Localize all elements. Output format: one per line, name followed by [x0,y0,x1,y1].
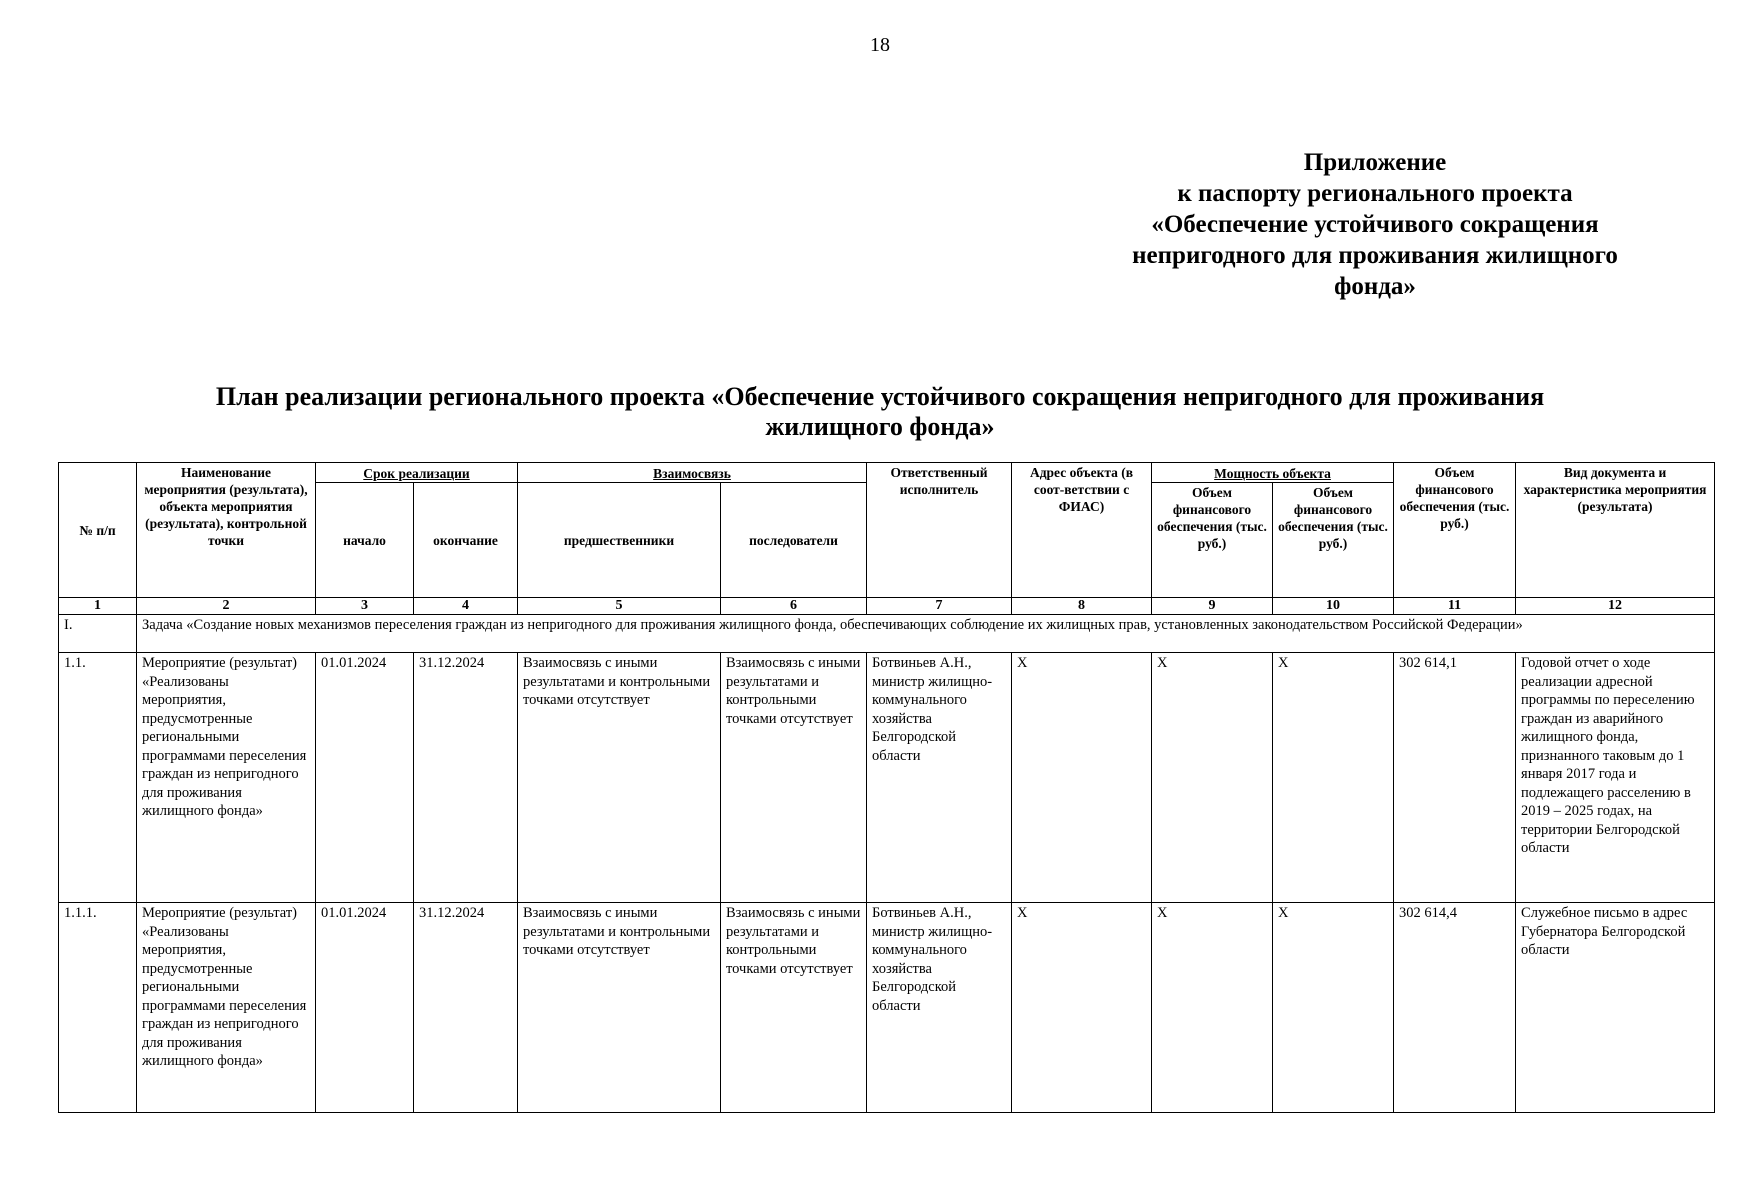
task-num: I. [59,615,137,653]
header-capacity-label: Мощность объекта [1214,466,1331,481]
row-fin1: X [1152,653,1273,903]
column-number: 12 [1516,598,1715,615]
header-capacity [1152,463,1394,483]
column-number: 5 [518,598,721,615]
header-doc: Вид документа и характеристика мероприятия (результата) [1516,463,1715,598]
row-start: 01.01.2024 [316,653,414,903]
row-predecessors: Взаимосвязь с иными результатами и контрольными точками отсутствует [518,653,721,903]
row-doc: Годовой отчет о ходе реализации адресной программы по переселению граждан из аварийного жилищного фонда, признанного таковым до 1 января 2017 года и подлежащего расселению в 2019 – 2025 годах, на территории Белгородской области [1516,653,1715,903]
row-responsible: Ботвиньев А.Н., министр жилищно-коммунального хозяйства Белгородской области [867,903,1012,1113]
header-successors: последователи [721,483,867,598]
page-number: 18 [870,34,890,56]
header-num: № п/п [59,463,137,598]
row-doc: Служебное письмо в адрес Губернатора Белгородской области [1516,903,1715,1113]
column-number: 2 [137,598,316,615]
row-fin2: X [1273,903,1394,1113]
plan-title [80,382,1680,442]
appendix-line: непригодного для проживания жилищного [1132,242,1618,269]
header-fin2: Объем финансового обеспечения (тыс. руб.) [1273,483,1394,598]
column-number: 8 [1012,598,1152,615]
task-row [59,615,1715,653]
header-fin1: Объем финансового обеспечения (тыс. руб.) [1152,483,1273,598]
row-successors: Взаимосвязь с иными результатами и контрольными точками отсутствует [721,653,867,903]
row-name: Мероприятие (результат) «Реализованы мероприятия, предусмотренные региональными программами переселения граждан из непригодного для проживания жилищного фонда» [137,653,316,903]
appendix-line: «Обеспечение устойчивого сокращения [1151,211,1599,238]
header-link [518,463,867,483]
row-address: X [1012,903,1152,1113]
row-address: X [1012,653,1152,903]
table-row [59,653,1715,903]
row-num: 1.1.1. [59,903,137,1113]
appendix-line: к паспорту регионального проекта [1177,180,1573,207]
appendix-line: фонда» [1334,273,1416,300]
header-term-label: Срок реализации [363,466,470,481]
row-predecessors: Взаимосвязь с иными результатами и контрольными точками отсутствует [518,903,721,1113]
column-number: 1 [59,598,137,615]
row-successors: Взаимосвязь с иными результатами и контрольными точками отсутствует [721,903,867,1113]
row-volume: 302 614,4 [1394,903,1516,1113]
header-responsible: Ответственный исполнитель [867,463,1012,598]
implementation-plan-table [58,462,1715,1113]
header-term [316,463,518,483]
header-volume: Объем финансового обеспечения (тыс. руб.) [1394,463,1516,598]
plan-title-line: жилищного фонда» [765,412,995,441]
header-address: Адрес объекта (в соот-ветствии с ФИАС) [1012,463,1152,598]
header-name: Наименование мероприятия (результата), объекта мероприятия (результата), контрольной точки [137,463,316,598]
row-start: 01.01.2024 [316,903,414,1113]
row-name: Мероприятие (результат) «Реализованы мероприятия, предусмотренные региональными программами переселения граждан из непригодного для проживания жилищного фонда» [137,903,316,1113]
column-number: 4 [414,598,518,615]
header-row-top [59,463,1715,483]
task-text: Задача «Создание новых механизмов переселения граждан из непригодного для проживания жилищного фонда, обеспечивающих соблюдение их жилищных прав, установленных законодательством Российской Федерации» [137,615,1715,653]
column-number: 9 [1152,598,1273,615]
row-responsible: Ботвиньев А.Н., министр жилищно-коммунального хозяйства Белгородской области [867,653,1012,903]
header-start: начало [316,483,414,598]
row-end: 31.12.2024 [414,653,518,903]
column-number: 10 [1273,598,1394,615]
row-volume: 302 614,1 [1394,653,1516,903]
row-fin1: X [1152,903,1273,1113]
row-end: 31.12.2024 [414,903,518,1113]
row-num: 1.1. [59,653,137,903]
table-row [59,903,1715,1113]
row-fin2: X [1273,653,1394,903]
header-end: окончание [414,483,518,598]
header-link-label: Взаимосвязь [653,466,731,481]
appendix-line: Приложение [1303,149,1447,176]
column-number: 11 [1394,598,1516,615]
plan-title-line: План реализации регионального проекта «Обеспечение устойчивого сокращения непригодного для проживания [215,382,1545,411]
appendix-heading [1085,147,1665,302]
column-numbers-row [59,598,1715,615]
column-number: 7 [867,598,1012,615]
header-predecessors: предшественники [518,483,721,598]
column-number: 3 [316,598,414,615]
column-number: 6 [721,598,867,615]
